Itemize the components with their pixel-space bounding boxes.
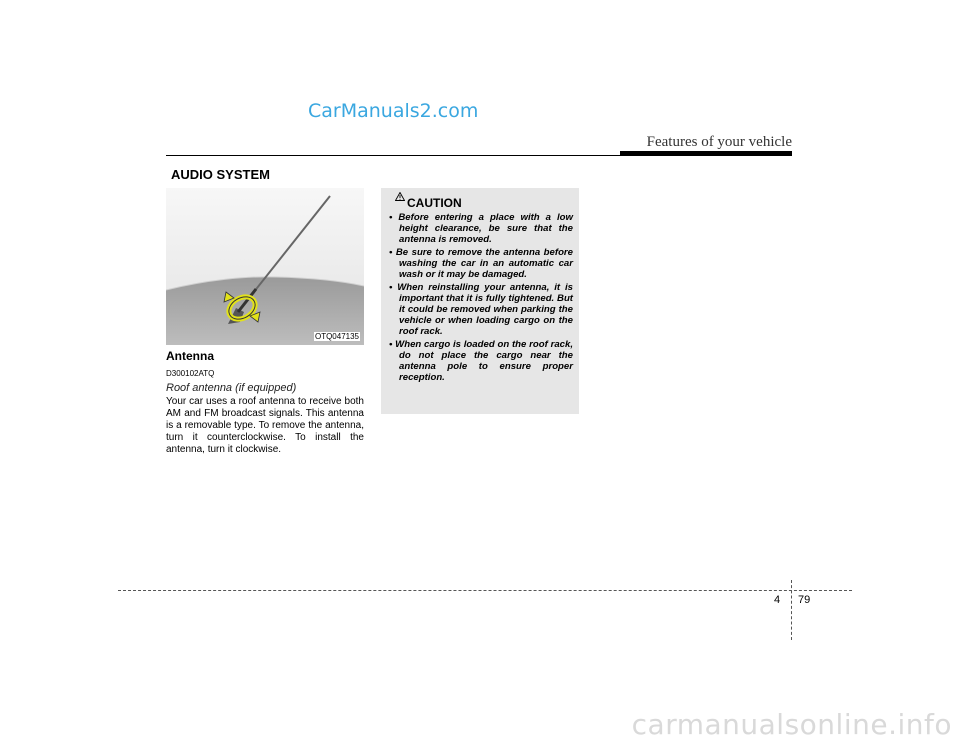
antenna-body: Your car uses a roof antenna to receive both AM and FM broadcast signals. This antenna is a removable type. To remove the antenna, turn it counterclockwise. To install the antenna, turn it clockwise. — [166, 396, 364, 455]
watermark-top: CarManuals2.com — [308, 100, 479, 122]
caution-item: • Before entering a place with a low height clearance, be sure that the antenna is removed. — [389, 212, 573, 245]
caution-title: CAUTION — [407, 196, 462, 210]
caution-box — [381, 188, 579, 414]
caution-item: • When cargo is loaded on the roof rack, do not place the cargo near the antenna pole to ensure proper reception. — [389, 339, 573, 383]
page-header-title: Features of your vehicle — [646, 134, 792, 150]
footer-rule — [118, 590, 852, 591]
antenna-heading: Antenna — [166, 349, 214, 363]
antenna-subheading: Roof antenna (if equipped) — [166, 382, 297, 394]
warning-triangle-icon — [395, 192, 405, 201]
footer-divider — [791, 580, 792, 640]
watermark-bottom: carmanualsonline.info — [631, 708, 952, 741]
page-number: 79 — [798, 594, 811, 606]
figure-code: OTQ047135 — [314, 332, 359, 341]
roof-antenna-illustration — [166, 188, 364, 345]
chapter-number: 4 — [774, 594, 781, 606]
caution-item: • Be sure to remove the antenna before washing the car in an automatic car wash or it may be damaged. — [389, 247, 574, 280]
antenna-code: D300102ATQ — [166, 369, 215, 378]
antenna-figure — [166, 188, 364, 345]
header-rule — [166, 155, 792, 156]
caution-list — [389, 212, 573, 385]
caution-item: • When reinstalling your antenna, it is important that it is fully tightened. But it could be removed when parking the vehicle or when loading cargo on the roof rack. — [389, 282, 573, 337]
section-title: AUDIO SYSTEM — [171, 167, 270, 182]
antenna-section — [166, 349, 364, 456]
